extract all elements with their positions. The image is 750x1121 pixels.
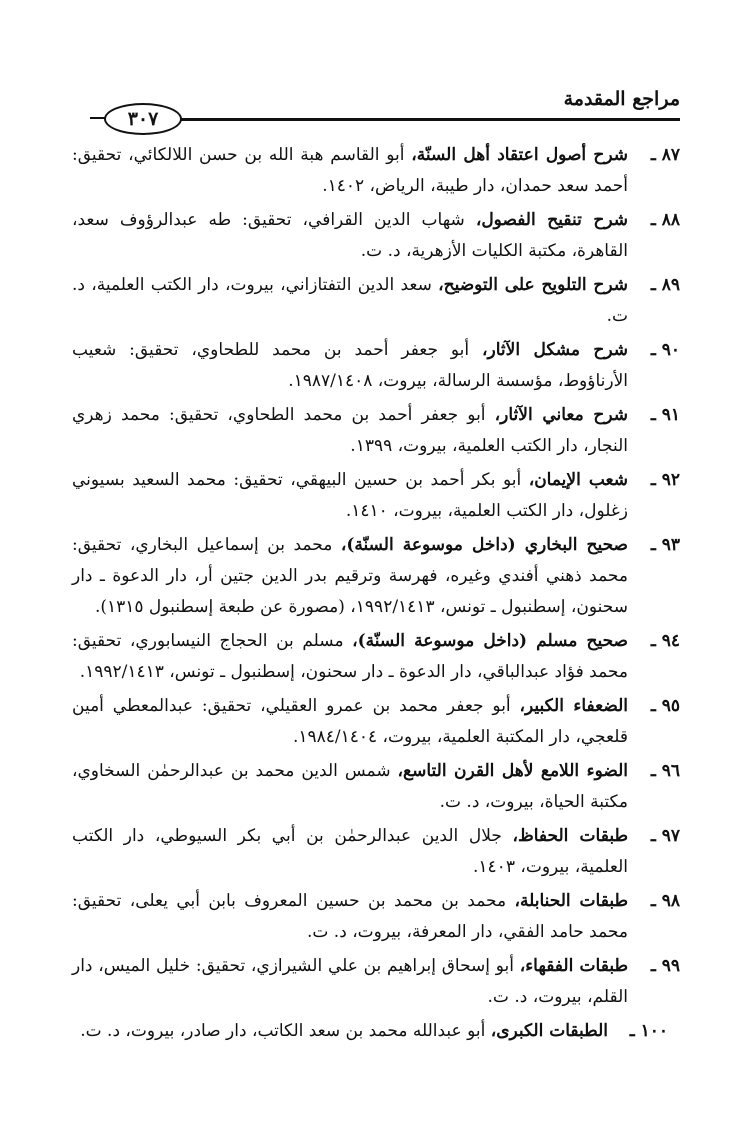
bibliography-entry [72,691,680,753]
entry-number: ٩٠ ـ [650,340,680,360]
bibliography-entry [72,626,680,688]
entry-number: ٨٧ ـ [650,145,680,165]
entry-number: ٩١ ـ [650,405,680,425]
entry-details: أبو بكر أحمد بن حسين البيهقي، تحقيق: محمد السعيد بسيوني زغلول، دار الكتب العلمية، بيروت، ١٤١٠. [72,470,628,521]
bibliography-entry [72,1016,668,1047]
entry-number: ٩٥ ـ [650,696,680,716]
entry-title: الضعفاء الكبير، [519,696,628,716]
bibliography-entry [72,951,680,1013]
entry-number: ٩٤ ـ [650,631,680,651]
entry-title: طبقات الحفاظ، [512,826,628,846]
entry-title: شرح التلويح على التوضيح، [438,275,628,295]
page-number-badge [104,103,182,135]
entry-details: أبو عبدالله محمد بن سعد الكاتب، دار صادر، بيروت، د. ت. [80,1021,491,1041]
bibliography-entry [72,140,680,202]
entry-details: جلال الدين عبدالرحمٰن بن أبي بكر السيوطي، دار الكتب العلمية، بيروت، ١٤٠٣. [72,826,628,877]
entry-title: شعب الإيمان، [528,470,628,490]
bibliography-entry [72,335,680,397]
page-header [70,70,680,130]
entry-title: شرح مشكل الآثار، [482,340,628,360]
entry-number: ٨٩ ـ [650,275,680,295]
entry-title: شرح أصول اعتقاد أهل السنّة، [411,145,629,165]
entry-title: صحيح البخاري (داخل موسوعة السنّة)، [340,535,628,555]
entry-title: صحيح مسلم (داخل موسوعة السنّة)، [352,631,628,651]
entry-number: ٩٧ ـ [650,826,680,846]
entry-details: أبو جعفر أحمد بن محمد للطحاوي، تحقيق: شعيب الأرناؤوط، مؤسسة الرسالة، بيروت، ١٩٨٧/١٤٠٨. [72,340,628,391]
bibliography-entry [72,205,680,267]
bibliography-entry [72,465,680,527]
page-number: ٣٠٧ [127,108,159,130]
bibliography-list [72,140,680,1050]
entry-details: أبو القاسم هبة الله بن حسن اللالكائي، تحقيق: أحمد سعد حمدان، دار طيبة، الرياض، ١٤٠٢. [72,145,628,196]
entry-title: طبقات الحنابلة، [514,891,628,911]
entry-title: شرح تنقيح الفصول، [475,210,628,230]
entry-number: ٩٩ ـ [650,956,680,976]
bibliography-entry [72,400,680,462]
entry-details: مسلم بن الحجاج النيسابوري، تحقيق: محمد فؤاد عبدالباقي، دار الدعوة ـ دار سحنون، إسطنبول ـ تونس، ١٩٩٢/١٤١٣. [72,631,628,682]
entry-number: ٩٦ ـ [650,761,680,781]
entry-number: ٩٣ ـ [650,535,680,555]
entry-details: أبو إسحاق إبراهيم بن علي الشيرازي، تحقيق: خليل الميس، دار القلم، بيروت، د. ت. [72,956,628,1007]
bibliography-entry [72,821,680,883]
entry-details: محمد بن محمد بن حسين المعروف بابن أبي يعلى، تحقيق: محمد حامد الفقي، دار المعرفة، بيروت، د. ت. [72,891,628,942]
entry-details: أبو جعفر أحمد بن محمد الطحاوي، تحقيق: محمد زهري النجار، دار الكتب العلمية، بيروت، ١٣٩٩. [72,405,628,456]
entry-details: أبو جعفر محمد بن عمرو العقيلي، تحقيق: عبدالمعطي أمين قلعجي، دار المكتبة العلمية، بيروت، ١٩٨٤/١٤٠٤. [72,696,628,747]
bibliography-entry [72,756,680,818]
bibliography-entry [72,530,680,623]
entry-details: شمس الدين محمد بن عبدالرحمٰن السخاوي، مكتبة الحياة، بيروت، د. ت. [72,761,628,812]
entry-details: شهاب الدين القرافي، تحقيق: طه عبدالرؤوف سعد، القاهرة، مكتبة الكليات الأزهرية، د. ت. [72,210,628,261]
entry-details: سعد الدين التفتازاني، بيروت، دار الكتب العلمية، د. ت. [72,275,628,326]
entry-title: الضوء اللامع لأهل القرن التاسع، [397,761,628,781]
running-title: مراجع المقدمة [563,88,680,110]
entry-title: شرح معاني الآثار، [494,405,628,425]
entry-number: ٩٢ ـ [650,470,680,490]
entry-title: الطبقات الكبرى، [490,1021,608,1041]
entry-number: ١٠٠ ـ [629,1021,668,1041]
entry-number: ٨٨ ـ [650,210,680,230]
bibliography-entry [72,270,680,332]
entry-number: ٩٨ ـ [650,891,680,911]
header-rule [160,118,680,121]
entry-title: طبقات الفقهاء، [519,956,628,976]
entry-details: محمد بن إسماعيل البخاري، تحقيق: محمد ذهني أفندي وغيره، فهرسة وترقيم بدر الدين جتين أر، دار الدعوة ـ دار سحنون، إسطنبول ـ تونس، ١٩٩٢/١٤١٣، (مصورة عن طبعة إسطنبول ١٣١٥). [72,535,628,617]
bibliography-entry [72,886,680,948]
